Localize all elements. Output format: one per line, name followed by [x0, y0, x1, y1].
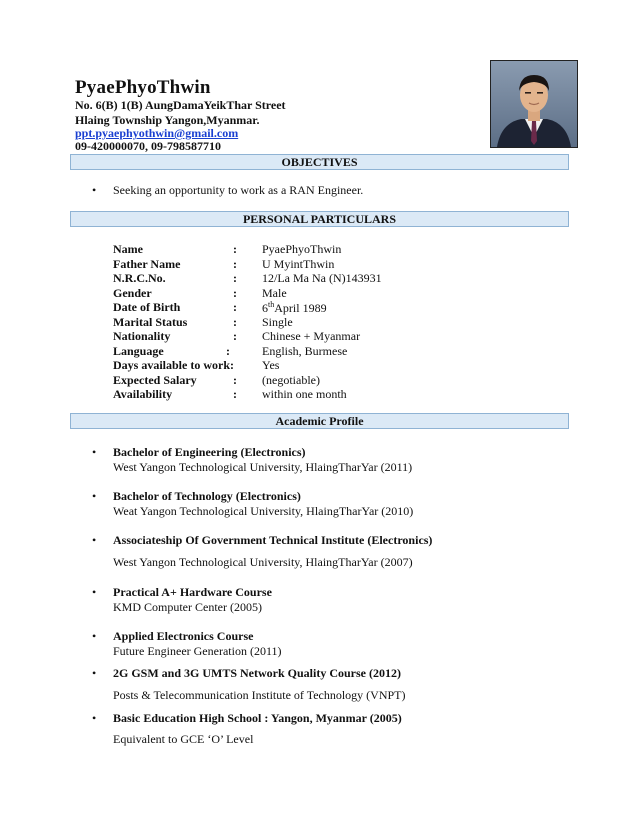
address-line-1: No. 6(B) 1(B) AungDamaYeikThar Street [75, 98, 286, 112]
academic-item-detail: West Yangon Technological University, HlaingTharYar (2007) [113, 555, 413, 569]
academic-item-detail: Future Engineer Generation (2011) [113, 644, 282, 658]
address-line-2: Hlaing Township Yangon,Myanmar. [75, 113, 260, 127]
portrait-image [491, 61, 577, 147]
academic-item-detail: Equivalent to GCE ‘O’ Level [113, 732, 254, 746]
academic-item-detail: KMD Computer Center (2005) [113, 600, 262, 614]
bullet-icon: • [92, 489, 97, 503]
phone-numbers: 09-420000070, 09-798587710 [75, 139, 221, 153]
bullet-icon: • [92, 711, 97, 725]
email-link[interactable]: ppt.pyaephyothwin@gmail.com [75, 126, 239, 140]
bullet-icon: • [92, 629, 97, 643]
personal-particulars-header: PERSONAL PARTICULARS [70, 211, 569, 227]
bullet-icon: • [92, 533, 97, 547]
bullet-icon: • [92, 585, 97, 599]
resume-page: PyaePhyoThwin No. 6(B) 1(B) AungDamaYeikThar Street Hlaing Township Yangon,Myanmar. ppt.pyaephyothwin@gmail.com 09-420000070, 09-798587710 OBJECTIVES • Seeking an opportunity to work as a RAN Engineer. PERSONAL PARTICULARS Name : PyaePhyoThwin Father Name : U MyintThwin N.R.C.No. : 12/La Ma Na (N)143931 Gender : Male Date of Birth : 6thApril 1989 Marital Status : Single Nationality : Chinese + Myanmar Language : English, Burmese Days available to work: Yes Expected Salary : (negotiable) Availability : within one month Academic Profile • Bachelor of Engineering (Electronics) West Yangon Technological University, HlaingTharYar (2011) • Bachelor of Technology (Electronics) Weat Yangon Technological University, HlaingTharYar (2010) • Associateship Of Government Technical Institute (Electronics) West Yangon Technological University, HlaingTharYar (2007) • Practical A+ Hardware Course KMD Computer Center (2005) • Applied Electronics Course Future Engineer Generation (2011) • 2G GSM and 3G UMTS Network Quality Course (2012) Posts & Telecommunication Institute of Technology (VNPT) • Basic Education High School : Yangon, Myanmar (2005) Equivalent to GCE ‘O’ Level [0, 0, 638, 826]
academic-item-detail: West Yangon Technological University, HlaingTharYar (2011) [113, 460, 413, 474]
academic-item-detail: Weat Yangon Technological University, HlaingTharYar (2010) [113, 504, 414, 518]
objectives-header: OBJECTIVES [70, 154, 569, 170]
profile-photo [490, 60, 578, 148]
bullet-icon: • [92, 183, 97, 197]
academic-item-detail: Posts & Telecommunication Institute of Technology (VNPT) [113, 688, 406, 702]
bullet-icon: • [92, 445, 97, 459]
bullet-icon: • [92, 666, 97, 680]
candidate-name: PyaePhyoThwin [75, 77, 211, 98]
academic-profile-header: Academic Profile [70, 413, 569, 429]
